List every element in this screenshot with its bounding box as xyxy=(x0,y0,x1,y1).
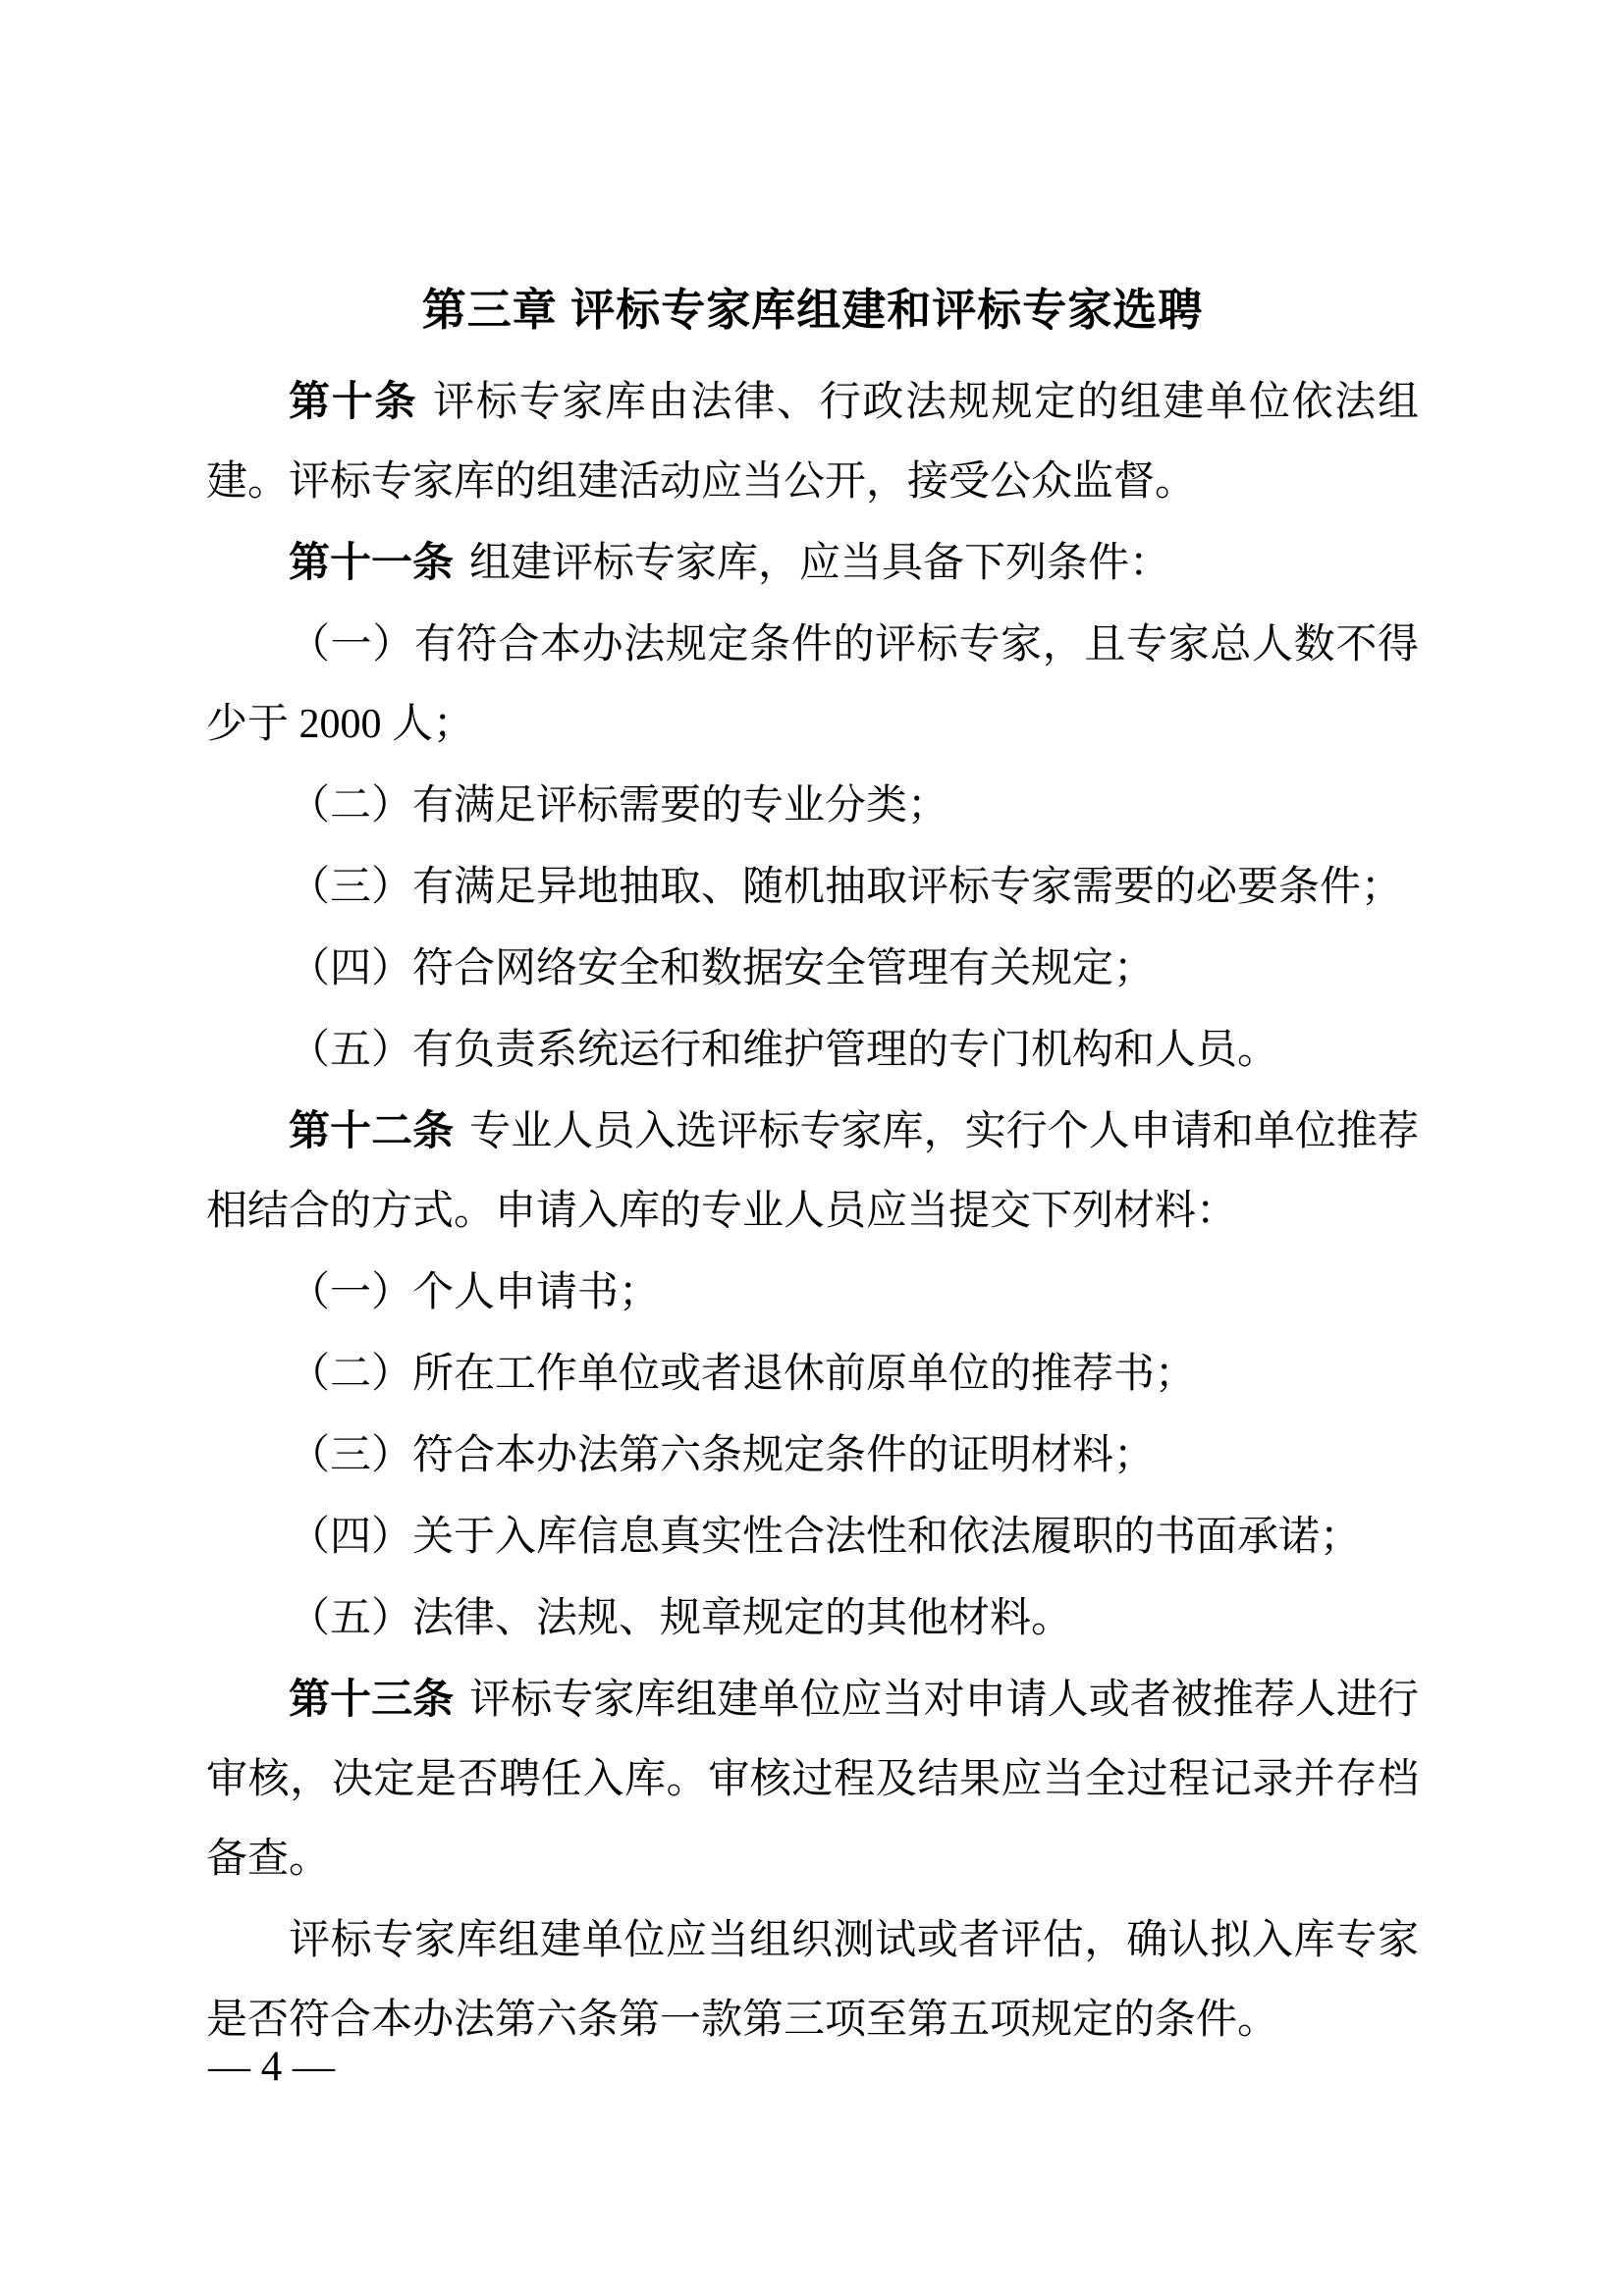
list-item-11-2 xyxy=(206,765,1419,846)
article-12-number: 第十二条 xyxy=(289,1107,455,1153)
article-10-number: 第十条 xyxy=(289,378,418,424)
paragraph-text: 组建评标专家库，应当具备下列条件： xyxy=(469,541,1171,586)
list-item-11-4 xyxy=(206,928,1419,1009)
chapter-title: 第三章 评标专家库组建和评标专家选聘 xyxy=(421,285,1204,335)
article-13-number: 第十三条 xyxy=(289,1676,455,1722)
paragraph-text: （四）关于入库信息真实性合法性和依法履职的书面承诺； xyxy=(289,1515,1362,1560)
article-11-number: 第十一条 xyxy=(289,539,455,585)
paragraph-text: 评标专家库由法律、行政法规规定的组建单位依法组建。评标专家库的组建活动应当公开，接受公众监督。 xyxy=(206,380,1419,505)
list-item-11-3 xyxy=(206,846,1419,928)
paragraph-text: 评标专家库组建单位应当组织测试或者评估，确认拟入库专家是否符合本办法第六条第一款第三项至第五项规定的条件。 xyxy=(206,1918,1419,2043)
paragraph-text: （三）符合本办法第六条规定条件的证明材料； xyxy=(289,1433,1156,1478)
paragraph-text: （五）法律、法规、规章规定的其他材料。 xyxy=(289,1596,1073,1641)
paragraph-text: （一）个人申请书； xyxy=(289,1270,661,1315)
list-item-12-4 xyxy=(206,1496,1419,1577)
list-item-12-1 xyxy=(206,1252,1419,1333)
paragraph-text: （一）有符合本办法规定条件的评标专家，且专家总人数不得少于 2000 人； xyxy=(206,622,1419,747)
paragraph-article-13-continuation xyxy=(206,1899,1419,2060)
list-item-11-5 xyxy=(206,1009,1419,1091)
paragraph-text: （四）符合网络安全和数据安全管理有关规定； xyxy=(289,946,1156,991)
paragraph-article-10 xyxy=(206,361,1419,522)
paragraph-article-12 xyxy=(206,1091,1419,1252)
list-item-12-3 xyxy=(206,1415,1419,1496)
paragraph-article-11 xyxy=(206,522,1419,604)
paragraph-text: （五）有负责系统运行和维护管理的专门机构和人员。 xyxy=(289,1028,1279,1073)
paragraph-text: 专业人员入选评标专家库，实行个人申请和单位推荐相结合的方式。申请入库的专业人员应当提交下列材料： xyxy=(206,1109,1419,1234)
paragraph-article-13 xyxy=(206,1659,1419,1899)
page-number: — 4 — xyxy=(208,2044,335,2090)
list-item-12-2 xyxy=(206,1333,1419,1415)
paragraph-text: （三）有满足异地抽取、随机抽取评标专家需要的必要条件； xyxy=(289,865,1403,910)
list-item-12-5 xyxy=(206,1577,1419,1659)
document-content xyxy=(206,285,1419,2060)
list-item-11-1 xyxy=(206,604,1419,765)
paragraph-text: 评标专家库组建单位应当对申请人或者被推荐人进行审核，决定是否聘任入库。审核过程及结果应当全过程记录并存档备查。 xyxy=(206,1678,1419,1882)
paragraph-text: （二）所在工作单位或者退休前原单位的推荐书； xyxy=(289,1352,1197,1397)
paragraph-text: （二）有满足评标需要的专业分类； xyxy=(289,783,949,828)
